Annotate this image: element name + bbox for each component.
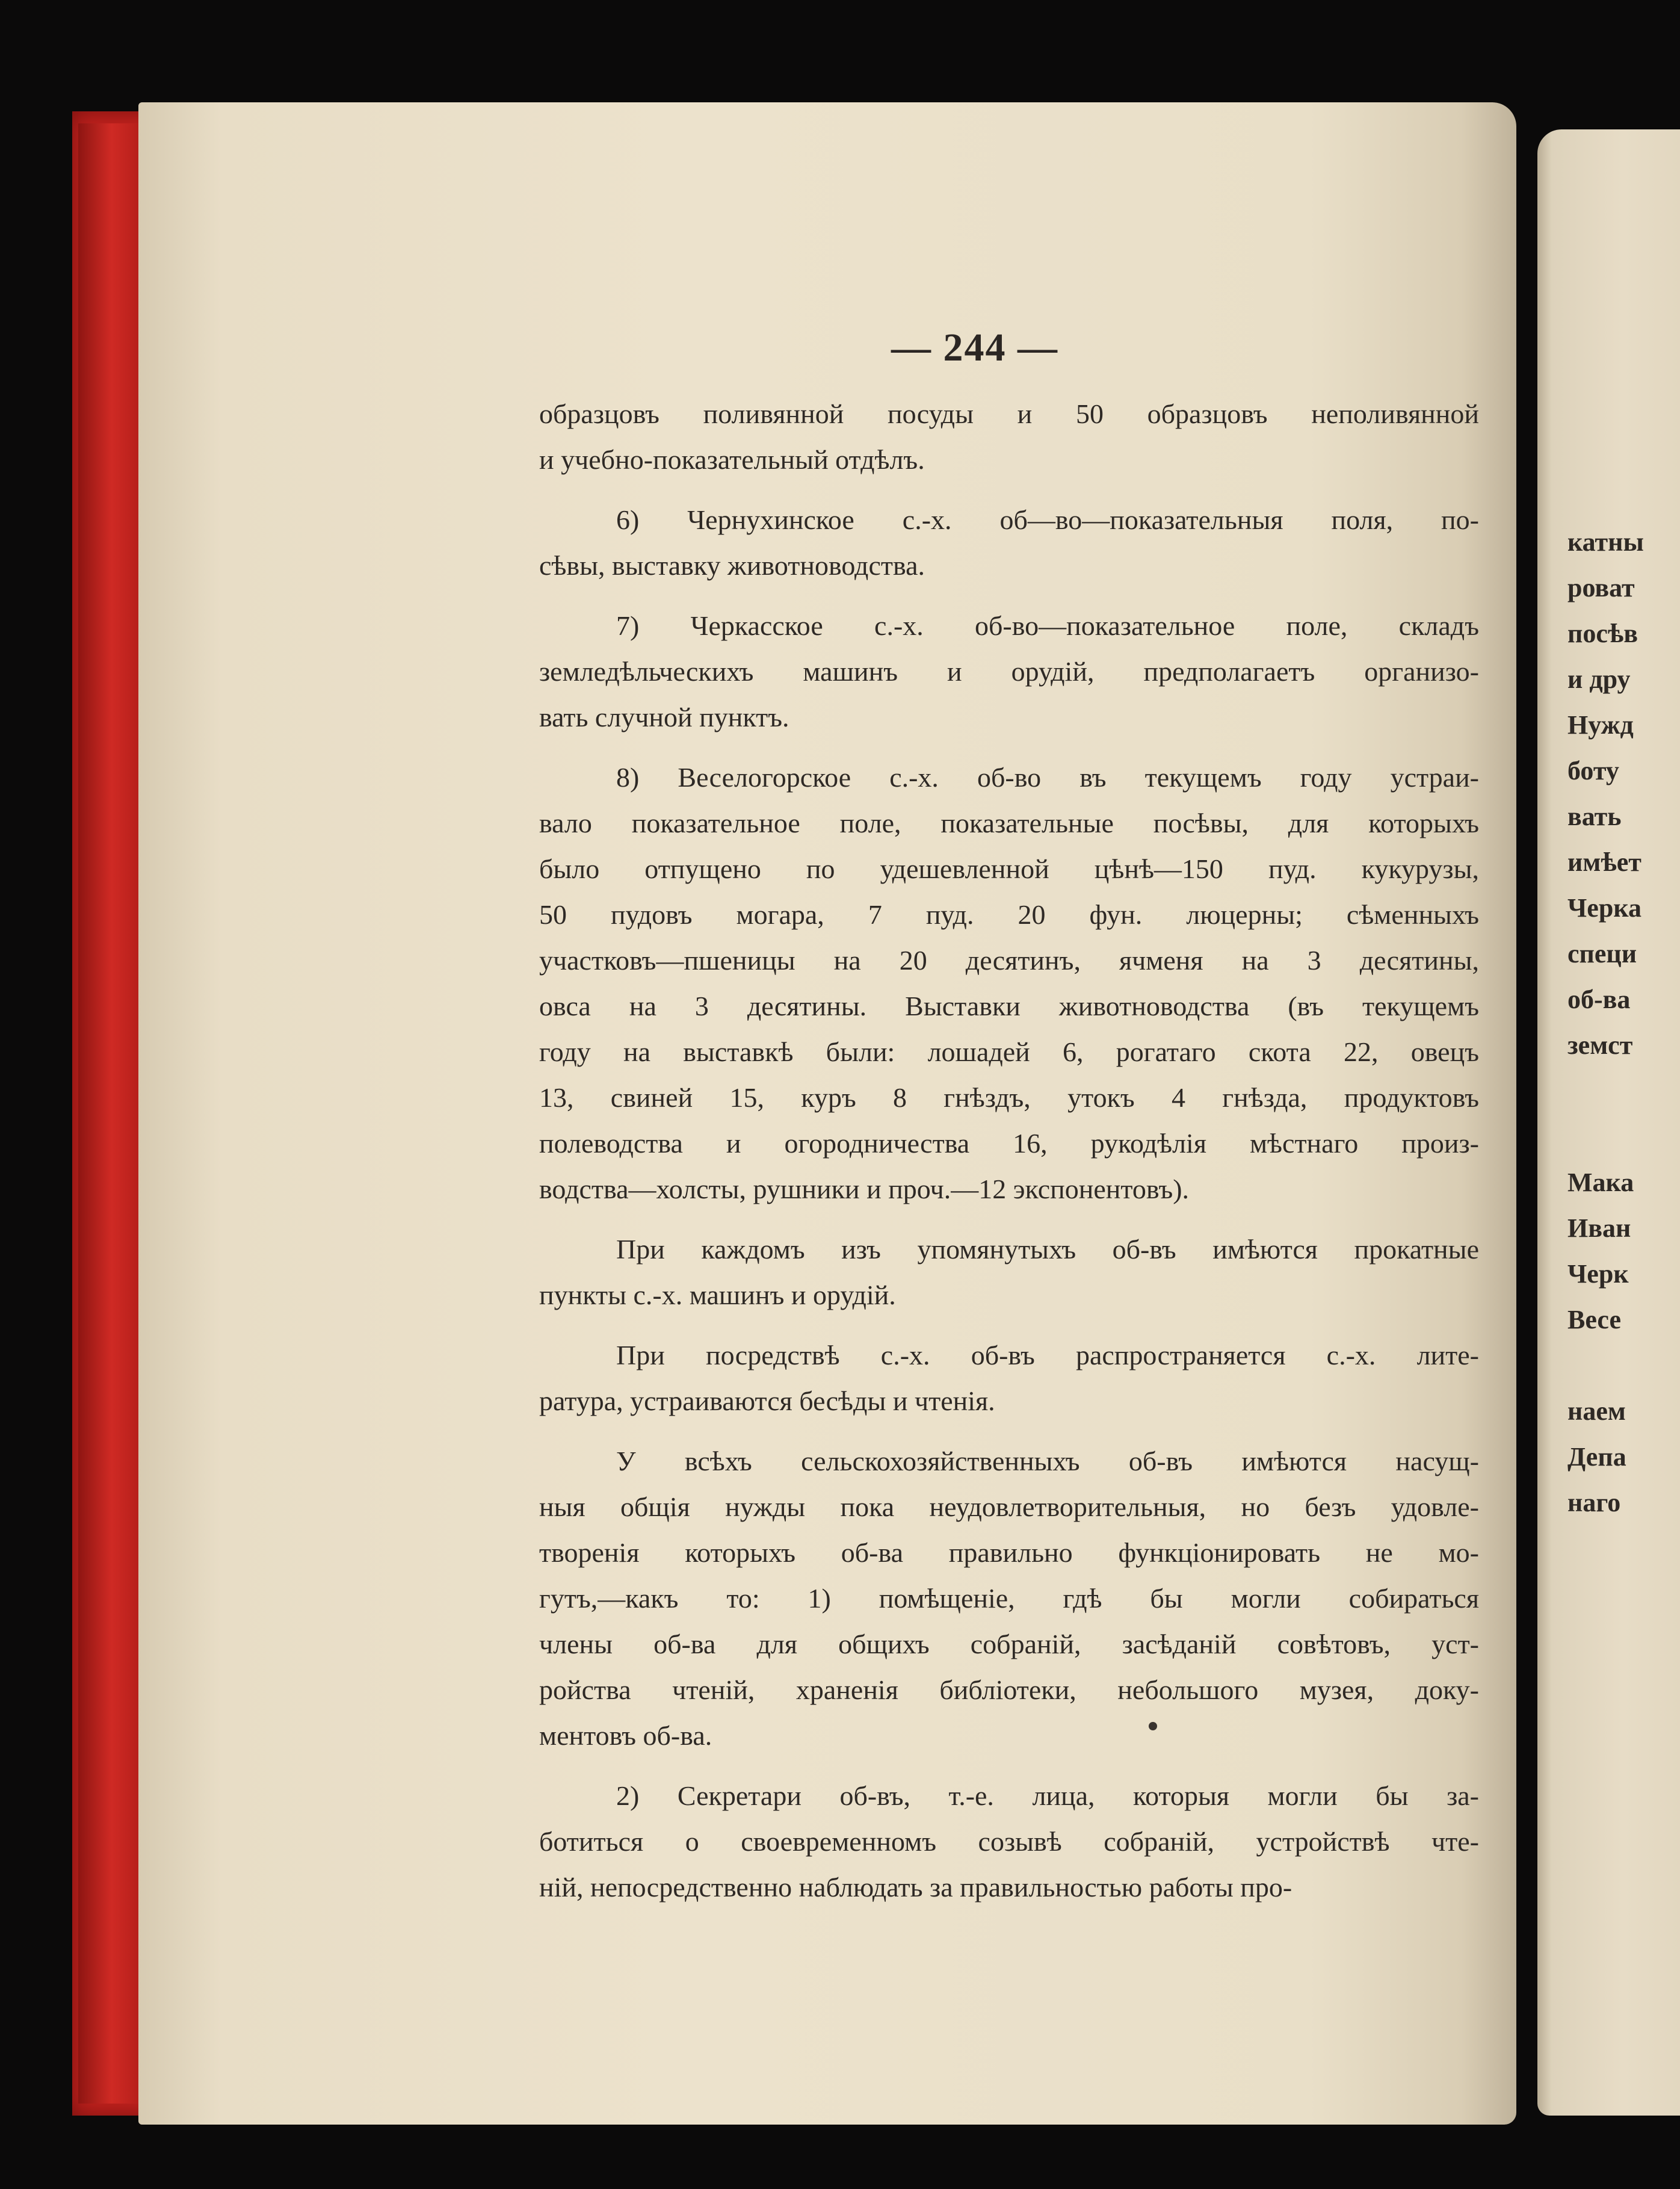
- right-page-line: посѣв: [1567, 619, 1638, 648]
- right-page-line: [1567, 1068, 1680, 1114]
- text-line: участковъ—пшеницы на 20 десятинъ, ячменя на 3 десятины,: [539, 945, 1479, 976]
- right-page-line: наго: [1567, 1488, 1621, 1517]
- right-page-line: Черк: [1567, 1259, 1629, 1289]
- paragraph: [539, 1773, 1479, 1910]
- book-spine-edge: [78, 123, 144, 2104]
- text-line: При посредствѣ с.-х. об-въ распространяется с.-х. лите-: [616, 1340, 1479, 1370]
- right-page-line: наем: [1567, 1396, 1626, 1426]
- right-page-line: катны: [1567, 527, 1644, 557]
- right-page-line: Мака: [1567, 1168, 1634, 1197]
- paragraph: [539, 755, 1479, 1212]
- text-line: 8) Веселогорское с.-х. об-во въ текущемъ году устраи-: [616, 762, 1479, 793]
- text-line: земледѣльческихъ машинъ и орудій, предполагаетъ организо-: [539, 656, 1479, 687]
- paragraph: [539, 1333, 1479, 1424]
- text-line: пункты с.-х. машинъ и орудій.: [539, 1280, 896, 1310]
- text-line: 6) Чернухинское с.-х. об—во—показательныя поля, по-: [616, 504, 1479, 535]
- text-line: овса на 3 десятины. Выставки животноводства (въ текущемъ: [539, 991, 1479, 1021]
- text-line: 50 пудовъ могара, 7 пуд. 20 фун. люцерны; сѣменныхъ: [539, 899, 1479, 930]
- paragraph: [539, 1438, 1479, 1759]
- ink-dot: [1149, 1722, 1157, 1730]
- text-line: У всѣхъ сельскохозяйственныхъ об-въ имѣются насущ-: [616, 1446, 1479, 1476]
- right-page-line: Депа: [1567, 1442, 1626, 1472]
- text-line: ройства чтеній, храненія библіотеки, небольшого музея, доку-: [539, 1674, 1479, 1705]
- text-line: члены об-ва для общихъ собраній, засѣданій совѣтовъ, уст-: [539, 1629, 1479, 1659]
- right-page-line: вать: [1567, 802, 1622, 831]
- text-line: и учебно-показательный отдѣлъ.: [539, 444, 925, 475]
- right-page-line: специ: [1567, 939, 1637, 968]
- paragraph: [539, 391, 1479, 483]
- right-page: [1537, 129, 1680, 2116]
- right-page-line: боту: [1567, 756, 1619, 785]
- page-number: — 244 —: [891, 326, 1058, 370]
- text-line: образцовъ поливянной посуды и 50 образцовъ неполивянной: [539, 398, 1479, 429]
- text-line: При каждомъ изъ упомянутыхъ об-въ имѣются прокатные: [616, 1234, 1479, 1265]
- text-line: 2) Секретари об-въ, т.-е. лица, которыя могли бы за-: [616, 1780, 1479, 1811]
- right-page-line: Нужд: [1567, 710, 1634, 740]
- paragraph: [539, 1227, 1479, 1318]
- text-line: вало показательное поле, показательные посѣвы, для которыхъ: [539, 808, 1479, 838]
- text-line: водства—холсты, рушники и проч.—12 экспонентовъ).: [539, 1174, 1190, 1204]
- text-line: ратура, устраиваются бесѣды и чтенія.: [539, 1386, 995, 1416]
- text-line: ныя общія нужды пока неудовлетворительныя, но безъ удовле-: [539, 1491, 1479, 1522]
- text-line: творенія которыхъ об-ва правильно функціонировать не мо-: [539, 1537, 1479, 1568]
- text-line: ній, непосредственно наблюдать за правильностью работы про-: [539, 1872, 1292, 1903]
- text-line: было отпущено по удешевленной цѣнѣ—150 пуд. кукурузы,: [539, 853, 1479, 884]
- right-page-line: [1567, 1343, 1680, 1389]
- right-page-line: и дру: [1567, 664, 1631, 694]
- right-page-line: об-ва: [1567, 985, 1631, 1014]
- paragraph: [539, 497, 1479, 589]
- right-page-line: Иван: [1567, 1213, 1631, 1243]
- text-line: 13, свиней 15, куръ 8 гнѣздъ, утокъ 4 гнѣзда, продуктовъ: [539, 1082, 1479, 1113]
- right-page-line: [1567, 1114, 1680, 1160]
- right-page-line: роват: [1567, 573, 1635, 602]
- right-page-line: Весе: [1567, 1305, 1622, 1334]
- right-page-text-fragments: [1567, 519, 1680, 1526]
- text-line: полеводства и огородничества 16, рукодѣлія мѣстнаго произ-: [539, 1128, 1479, 1159]
- text-line: гутъ,—какъ то: 1) помѣщеніе, гдѣ бы могли собираться: [539, 1583, 1479, 1614]
- right-page-line: имѣет: [1567, 847, 1641, 877]
- text-line: ментовъ об-ва.: [539, 1720, 712, 1751]
- text-line: сѣвы, выставку животноводства.: [539, 550, 925, 581]
- right-page-line: земст: [1567, 1030, 1633, 1060]
- right-page-line: Черка: [1567, 893, 1641, 923]
- paragraph: [539, 603, 1479, 740]
- text-line: году на выставкѣ были: лошадей 6, рогатаго скота 22, овецъ: [539, 1036, 1479, 1067]
- text-line: ботиться о своевременномъ созывѣ собраній, устройствѣ чте-: [539, 1826, 1479, 1857]
- text-line: 7) Черкасское с.-х. об-во—показательное поле, складъ: [616, 610, 1479, 641]
- page-body-text: [539, 391, 1479, 1910]
- text-line: вать случной пунктъ.: [539, 702, 789, 732]
